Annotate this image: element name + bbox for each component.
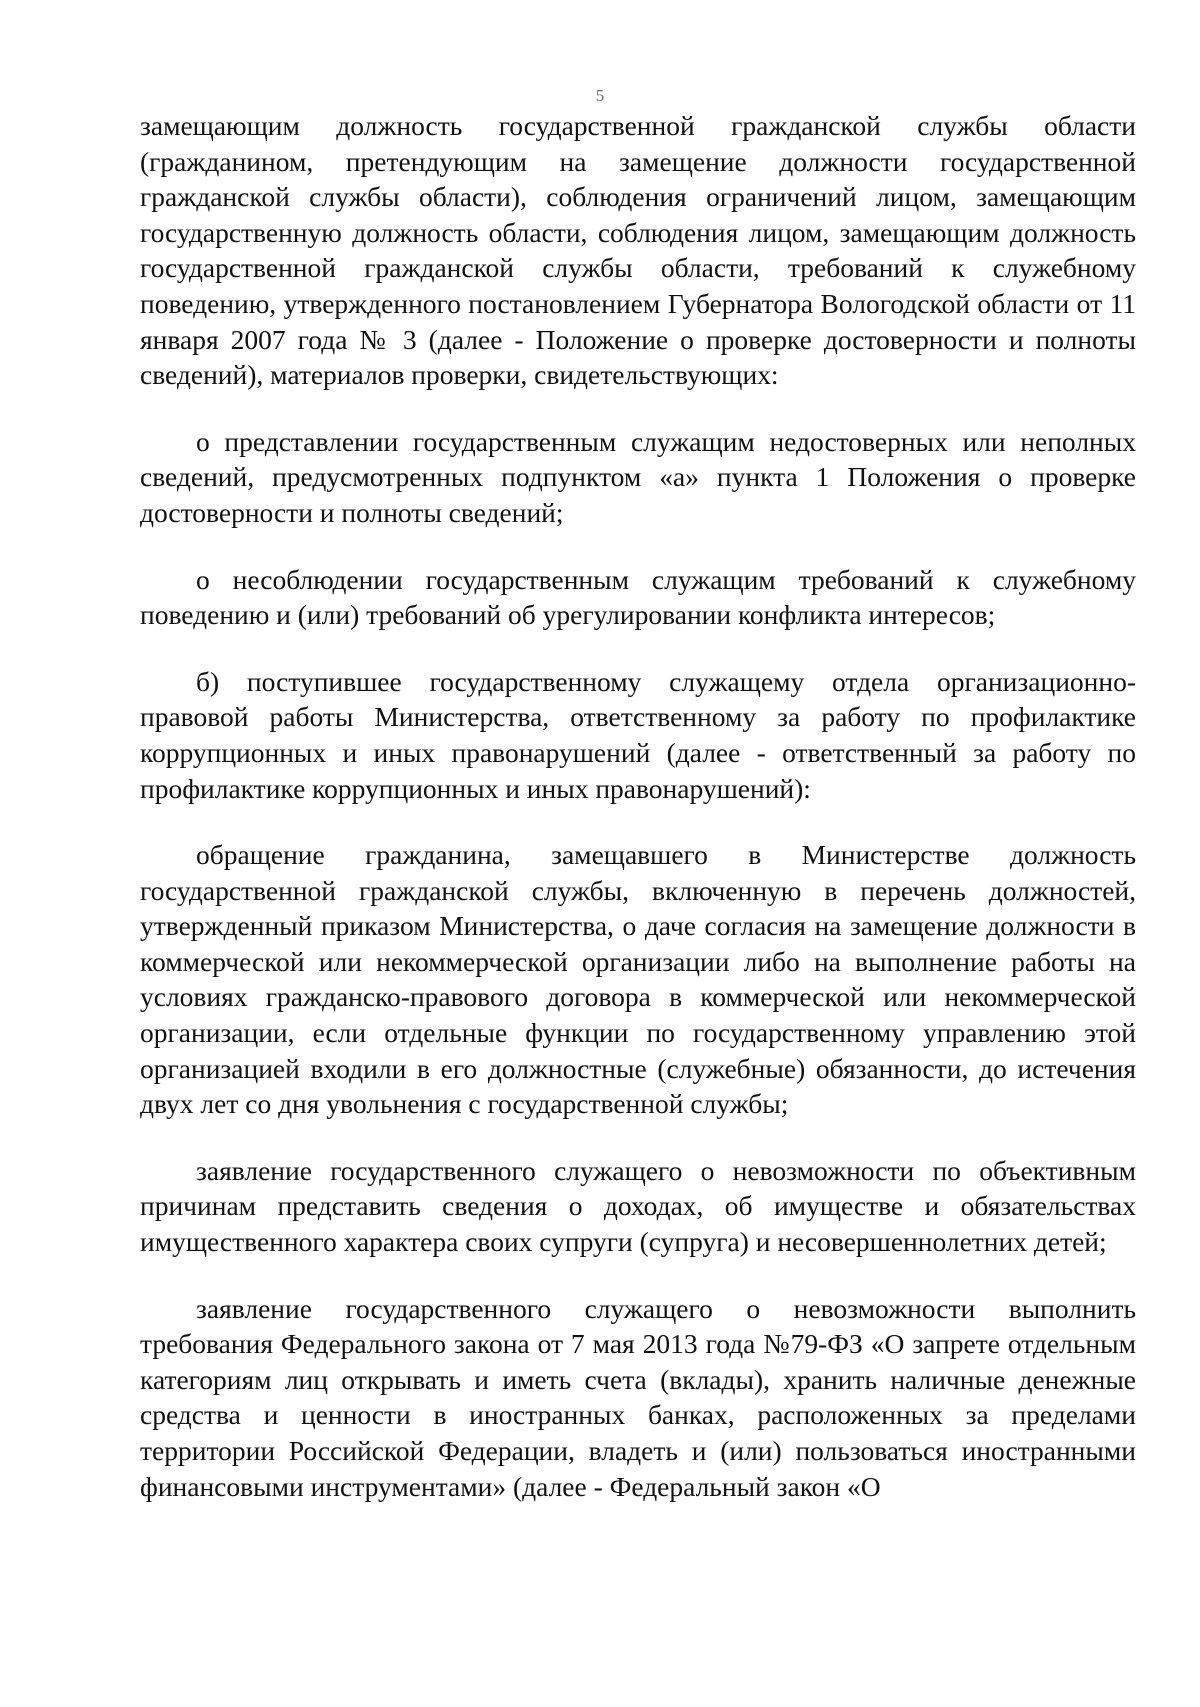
document-body	[140, 108, 1136, 1504]
paragraph-false-information: о представлении государственным служащим недостоверных или неполных сведений, предусмотренных подпунктом «а» пункта 1 Положения о проверке достоверности и полноты сведений;	[140, 425, 1136, 528]
paragraph-citizen-appeal: обращение гражданина, замещавшего в Министерстве должность государственной гражданской службы, включенную в перечень должностей, утвержденный приказом Министерства, о даче согласия на замещение должности в коммерческой или некоммерческой организации либо на выполнение работы на условиях гражданско-правового договора в коммерческой или некоммерческой организации, если отдельные функции по государственному управлению этой организацией входили в его должностные (служебные) обязанности, до истечения двух лет со дня увольнения с государственной службы;	[140, 839, 1136, 1120]
paragraph-income-statement: заявление государственного служащего о невозможности по объективным причинам представить сведения о доходах, об имуществе и обязательствах имущественного характера своих супруги (супруга) и несовершеннолетних детей;	[140, 1154, 1136, 1258]
paragraph-item-b: б) поступившее государственному служащему отдела организационно-правовой работы Министерства, ответственному за работу по профилактике коррупционных и иных правонарушений (далее - ответственный за работу по профилактике коррупционных и иных правонарушений):	[140, 665, 1136, 804]
paragraph-conduct-violation: о несоблюдении государственным служащим требований к служебному поведению и (или) требований об урегулировании конфликта интересов;	[140, 563, 1136, 631]
paragraph-continuation: замещающим должность государственной гражданской службы области (гражданином, претендующим на замещение должности государственной гражданской службы области), соблюдения ограничений лицом, замещающим государственную должность области, соблюдения лицом, замещающим должность государственной гражданской службы области, требований к служебному поведению, утвержденного постановлением Губернатора Вологодской области от 11 января 2007 года № 3 (далее - Положение о проверке достоверности и полноты сведений), материалов проверки, свидетельствующих:	[140, 110, 1136, 391]
paragraph-federal-law-statement: заявление государственного служащего о невозможности выполнить требования Федерального закона от 7 мая 2013 года №79-ФЗ «О запрете отдельным категориям лиц открывать и иметь счета (вклады), хранить наличные денежные средства и ценности в иностранных банках, расположенных за пределами территории Российской Федерации, владеть и (или) пользоваться иностранными финансовыми инструментами» (далее - Федеральный закон «О	[140, 1292, 1136, 1502]
page-number: 5	[595, 86, 605, 105]
